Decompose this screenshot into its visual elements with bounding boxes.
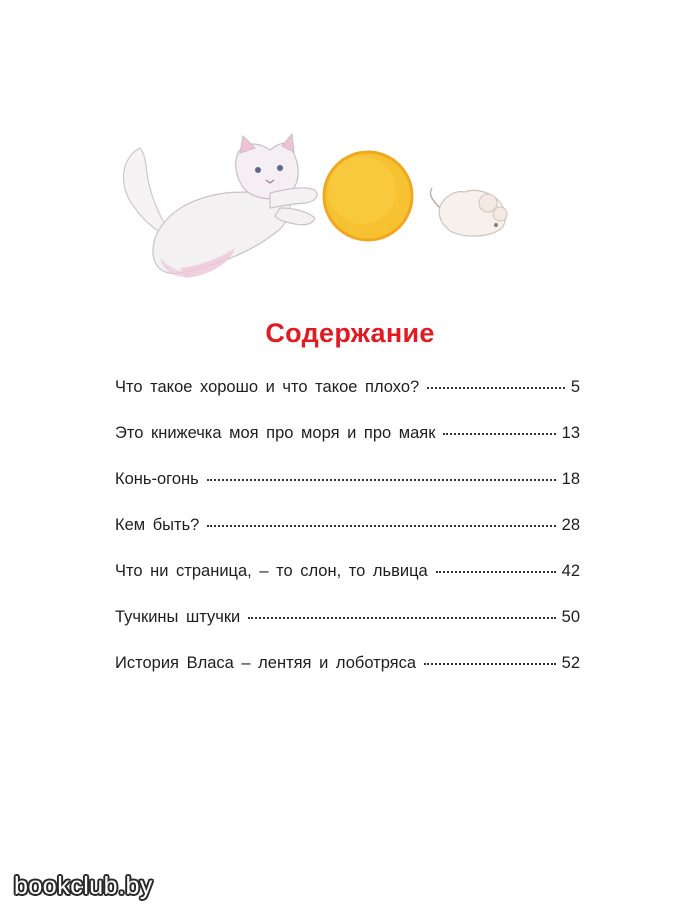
toc-leader-dots	[443, 433, 555, 435]
toc-item-page: 28	[561, 516, 580, 534]
toc-item[interactable]	[115, 378, 580, 424]
toc-leader-dots	[436, 571, 556, 573]
toc-item-page: 13	[561, 424, 580, 442]
toc-item-title: Конь-огонь	[115, 470, 199, 488]
toc-leader-dots	[207, 479, 556, 481]
toc-leader-dots	[424, 663, 556, 665]
toc-item-page: 50	[561, 608, 580, 626]
yarn-ball-icon	[324, 152, 412, 240]
toc-item-title: История Власа – лентяя и лоботряса	[115, 654, 417, 672]
toc-item[interactable]	[115, 562, 580, 608]
toc-item-page: 5	[570, 378, 580, 396]
toc-leader-dots	[427, 387, 565, 389]
toc-item[interactable]	[115, 654, 580, 700]
toc-item-title: Это книжечка моя про моря и про маяк	[115, 424, 436, 442]
toc-item-page: 18	[561, 470, 580, 488]
toc-item-title: Что ни страница, – то слон, то львица	[115, 562, 428, 580]
mouse-icon	[430, 188, 507, 236]
toc-item[interactable]	[115, 424, 580, 470]
cat-icon	[124, 134, 317, 278]
watermark: bookclub.by	[14, 872, 153, 900]
toc-leader-dots	[248, 617, 555, 619]
toc-item-title: Кем быть?	[115, 516, 200, 534]
toc-item-page: 42	[561, 562, 580, 580]
toc-list	[115, 378, 580, 700]
illustration	[110, 128, 540, 288]
toc-item[interactable]	[115, 470, 580, 516]
toc-item[interactable]	[115, 608, 580, 654]
toc-item-title: Что такое хорошо и что такое плохо?	[115, 378, 420, 396]
toc-leader-dots	[207, 525, 555, 527]
toc-item-page: 52	[561, 654, 580, 672]
toc-item-title: Тучкины штучки	[115, 608, 241, 626]
toc-title: Содержание	[265, 318, 435, 348]
toc-item[interactable]	[115, 516, 580, 562]
